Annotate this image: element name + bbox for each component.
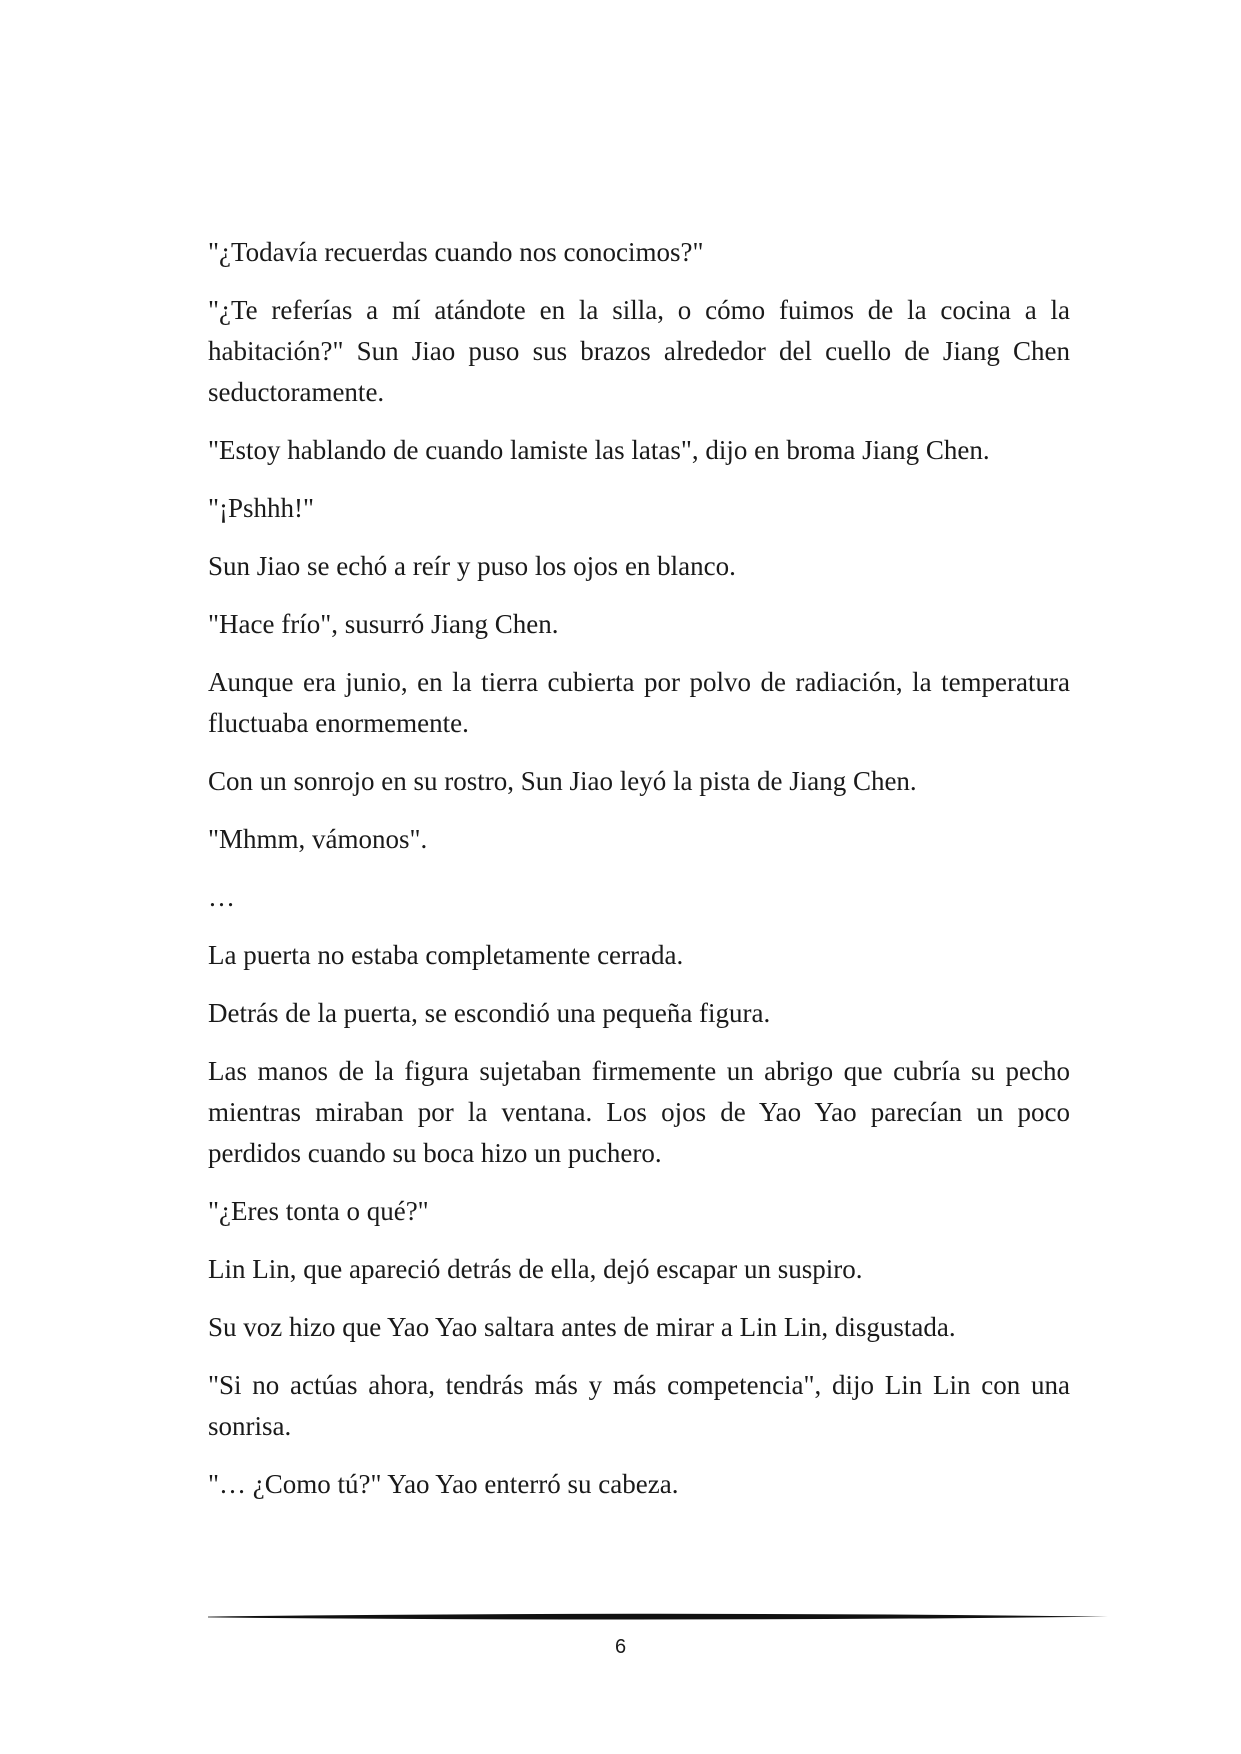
paragraph: "… ¿Como tú?" Yao Yao enterró su cabeza. — [208, 1469, 679, 1499]
paragraph: Su voz hizo que Yao Yao saltara antes de mirar a Lin Lin, disgustada. — [208, 1312, 956, 1342]
paragraph: … — [208, 882, 235, 912]
paragraph: Detrás de la puerta, se escondió una pequeña figura. — [208, 998, 771, 1028]
paragraph: Con un sonrojo en su rostro, Sun Jiao leyó la pista de Jiang Chen. — [208, 766, 917, 796]
paragraph: "Si no actúas ahora, tendrás más y más competencia", dijo Lin Lin con una sonrisa. — [208, 1370, 1070, 1441]
paragraph: "Hace frío", susurró Jiang Chen. — [208, 609, 559, 639]
paragraph: "¿Te referías a mí atándote en la silla, o cómo fuimos de la cocina a la habitación?" Sun Jiao puso sus brazos alrededor del cuello de Jiang Chen seductoramente. — [208, 295, 1070, 407]
footer-divider — [208, 1612, 1108, 1622]
page-number: 6 — [614, 1636, 627, 1658]
paragraph: Sun Jiao se echó a reír y puso los ojos en blanco. — [208, 551, 736, 581]
paragraph: "¿Eres tonta o qué?" — [208, 1196, 429, 1226]
paragraph: "Mhmm, vámonos". — [208, 824, 428, 854]
paragraph: La puerta no estaba completamente cerrada. — [208, 940, 684, 970]
paragraph: Las manos de la figura sujetaban firmemente un abrigo que cubría su pecho mientras miraban por la ventana. Los ojos de Yao Yao parecían un poco perdidos cuando su boca hizo un puchero. — [208, 1056, 1070, 1168]
paragraph: Aunque era junio, en la tierra cubierta por polvo de radiación, la temperatura fluctuaba enormemente. — [208, 667, 1070, 738]
paragraph: "¿Todavía recuerdas cuando nos conocimos?" — [208, 237, 704, 267]
paragraph: "Estoy hablando de cuando lamiste las latas", dijo en broma Jiang Chen. — [208, 435, 990, 465]
paragraph: Lin Lin, que apareció detrás de ella, dejó escapar un suspiro. — [208, 1254, 863, 1284]
page-body — [208, 232, 1070, 1522]
paragraph: "¡Pshhh!" — [208, 493, 315, 523]
